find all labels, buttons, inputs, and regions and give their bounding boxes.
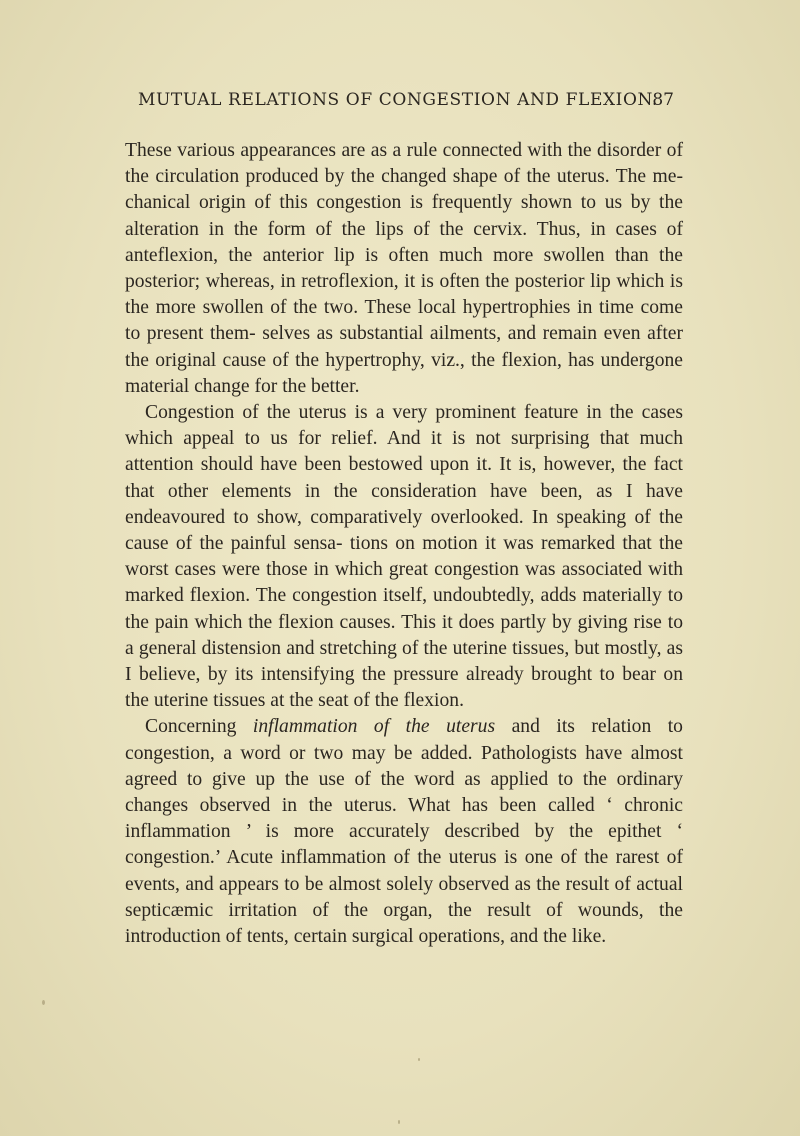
paper-speck — [42, 1000, 45, 1005]
paragraph-3-lead: Concerning — [145, 716, 253, 738]
paragraph-3 — [125, 714, 683, 950]
italic-phrase: inflammation of the uterus — [252, 716, 496, 738]
running-head — [138, 90, 674, 114]
paragraph-3-rest: and its relation to congestion, a word or two may be added. Pathologists have almost agreed to give up the use of the word as applied to the ordinary changes observed in the uterus. What has been called ‘ chronic inflammation ’ is more accurately described by the epithet ‘ congestion.’ Acute inflammation of the uterus is one of the rarest of events, and appears to be almost solely observed as the result of actual septicæmic irritation of the organ, the result of wounds, the introduction of tents, certain surgical operations, and the like. — [125, 716, 683, 948]
body-text — [125, 138, 683, 950]
paragraph-2: Congestion of the uterus is a very prominent feature in the cases which appeal to us for relief. And it is not surprising that much attention should have been bestowed upon it. It is, however, the fact that other elements in the consideration have been, as I have endeavoured to show, comparatively overlooked. In speaking of the cause of the painful sensa- tions on motion it was remarked that the worst cases were those in which great congestion was associated with marked flexion. The congestion itself, undoubtedly, adds materially to the pain which the flexion causes. This it does partly by giving rise to a general distension and stretching of the uterine tissues, but mostly, as I believe, by its intensifying the pressure already brought to bear on the uterine tissues at the seat of the flexion. — [125, 402, 683, 712]
paper-speck — [398, 1120, 400, 1124]
page-number: 87 — [652, 90, 674, 110]
running-title: MUTUAL RELATIONS OF CONGESTION AND FLEXION. — [138, 90, 658, 110]
paragraph-1: These various appearances are as a rule connected with the disorder of the circulation produced by the changed shape of the uterus. The me- chanical origin of this congestion is frequently shown to us by the alteration in the form of the lips of the cervix. Thus, in cases of anteflexion, the anterior lip is often much more swollen than the posterior; whereas, in retroflexion, it is often the posterior lip which is the more swollen of the two. These local hypertrophies in time come to present them- selves as substantial ailments, and remain even after the original cause of the hypertrophy, viz., the flexion, has undergone material change for the better. — [125, 140, 683, 397]
paper-speck — [418, 1058, 420, 1061]
